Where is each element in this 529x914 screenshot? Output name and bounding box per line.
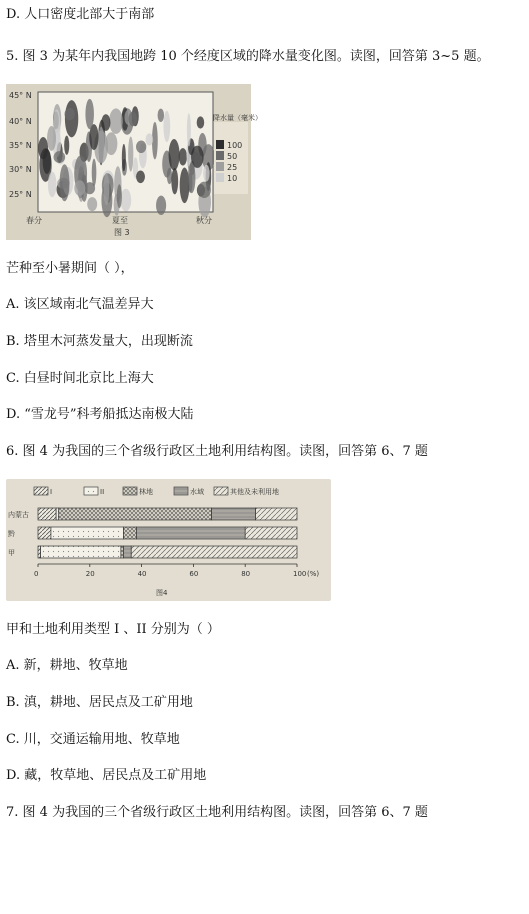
legend-label: 林地 bbox=[139, 488, 153, 496]
q5-option-d: D. “雪龙号”科考船抵达南极大陆 bbox=[6, 407, 194, 422]
precipitation-blob bbox=[180, 168, 190, 204]
precipitation-blob bbox=[105, 132, 117, 155]
legend-swatch bbox=[216, 173, 224, 182]
precipitation-blob bbox=[197, 116, 205, 128]
q5-sub-question: 芒种至小暑期间（ ）， bbox=[6, 261, 134, 276]
bar-segment bbox=[212, 508, 256, 520]
bar-segment bbox=[59, 508, 212, 520]
precipitation-blob bbox=[54, 151, 66, 163]
x-tick-label: 100 bbox=[293, 570, 307, 578]
bar-segment bbox=[56, 508, 59, 520]
bar-segment bbox=[123, 546, 131, 558]
legend-label: 水域 bbox=[190, 488, 204, 496]
legend-value: 25 bbox=[227, 163, 238, 172]
lat-label: 25° N bbox=[9, 190, 32, 199]
precipitation-blob bbox=[117, 184, 122, 208]
precipitation-blob bbox=[87, 197, 97, 211]
legend-swatch bbox=[216, 162, 224, 171]
q5-option-a: A. 该区域南北气温差异大 bbox=[6, 297, 154, 312]
x-label-summer: 夏至 bbox=[112, 216, 128, 225]
x-tick-label: 0 bbox=[34, 570, 39, 578]
x-tick-label: 40 bbox=[137, 570, 147, 578]
precipitation-blob bbox=[92, 159, 97, 187]
figure-3-precipitation-map bbox=[6, 84, 262, 240]
precipitation-blob bbox=[101, 114, 110, 131]
precipitation-blob bbox=[169, 139, 180, 170]
precipitation-blob bbox=[60, 164, 70, 201]
precipitation-blob bbox=[122, 144, 126, 171]
precipitation-blob bbox=[43, 149, 51, 174]
figure-caption: 图 3 bbox=[114, 228, 130, 237]
bar-segment bbox=[123, 527, 136, 539]
x-label-spring: 春分 bbox=[26, 216, 42, 225]
q5-stem: 5. 图 3 为某年内我国地跨 10 个经度区域的降水量变化图。读图，回答第 3~5 题。 bbox=[6, 49, 490, 64]
category-label: 甲 bbox=[8, 549, 15, 557]
x-label-autumn: 秋分 bbox=[196, 216, 212, 225]
legend-label: 其他及未利用地 bbox=[230, 488, 279, 496]
bar-segment bbox=[51, 527, 124, 539]
legend-swatch bbox=[216, 140, 224, 149]
bar-segment bbox=[245, 527, 297, 539]
bar-segment bbox=[38, 527, 51, 539]
x-tick-label: 80 bbox=[241, 570, 251, 578]
bar-segment bbox=[38, 508, 56, 520]
legend-swatch bbox=[123, 487, 137, 495]
q6-sub-question: 甲和土地利用类型 I 、II 分别为（ ） bbox=[6, 622, 220, 637]
x-tick-label: 60 bbox=[189, 570, 199, 578]
precipitation-blob bbox=[198, 182, 211, 198]
bar-segment bbox=[38, 546, 41, 558]
figure-caption: 图4 bbox=[156, 589, 168, 597]
precipitation-blob bbox=[47, 126, 56, 151]
precipitation-blob bbox=[203, 165, 209, 182]
x-axis-unit: (%) bbox=[307, 570, 320, 578]
precipitation-blob bbox=[171, 168, 178, 194]
x-tick-label: 20 bbox=[85, 570, 95, 578]
precipitation-blob bbox=[109, 108, 123, 134]
q5-option-c: C. 白昼时间北京比上海大 bbox=[6, 371, 154, 386]
bar-segment bbox=[256, 508, 297, 520]
lat-label: 45° N bbox=[9, 91, 32, 100]
figure-4-land-use-chart bbox=[6, 479, 331, 601]
precipitation-blob bbox=[85, 99, 94, 129]
precipitation-blob bbox=[158, 109, 164, 122]
bar-segment bbox=[121, 546, 124, 558]
q6-option-a: A. 新，耕地、牧草地 bbox=[6, 658, 128, 673]
precipitation-blob bbox=[179, 148, 187, 165]
precipitation-blob bbox=[120, 189, 131, 212]
legend-label: II bbox=[100, 488, 105, 496]
lat-label: 30° N bbox=[9, 165, 32, 174]
precipitation-blob bbox=[146, 133, 154, 145]
precipitation-blob bbox=[163, 111, 170, 142]
precipitation-blob bbox=[156, 196, 166, 215]
precipitation-blob bbox=[128, 136, 133, 171]
legend-value: 10 bbox=[227, 174, 238, 183]
legend-swatch bbox=[214, 487, 228, 495]
q6-option-c: C. 川，交通运输用地、牧草地 bbox=[6, 732, 180, 747]
precipitation-blob bbox=[128, 112, 137, 126]
precipitation-blob bbox=[104, 173, 110, 205]
lat-label: 35° N bbox=[9, 141, 32, 150]
precipitation-blob bbox=[188, 162, 196, 193]
q7-stem: 7. 图 4 为我国的三个省级行政区土地利用结构图。读图，回答第 6、7 题 bbox=[6, 805, 428, 820]
precipitation-blob bbox=[64, 136, 69, 155]
precipitation-blob bbox=[65, 108, 75, 120]
q6-option-d: D. 藏，牧草地、居民点及工矿用地 bbox=[6, 768, 207, 783]
legend-value: 50 bbox=[227, 152, 238, 161]
bar-segment bbox=[131, 546, 297, 558]
legend-swatch bbox=[34, 487, 48, 495]
precipitation-blob bbox=[74, 180, 85, 196]
q4-option-d: D. 人口密度北部大于南部 bbox=[6, 7, 155, 22]
precipitation-blob bbox=[48, 172, 57, 197]
q6-option-b: B. 滇，耕地、居民点及工矿用地 bbox=[6, 695, 193, 710]
category-label: 内蒙古 bbox=[8, 511, 29, 519]
lat-label: 40° N bbox=[9, 117, 32, 126]
legend-swatch bbox=[216, 151, 224, 160]
legend-title: 降水量（毫米） bbox=[213, 114, 262, 122]
bar-segment bbox=[136, 527, 245, 539]
q6-stem: 6. 图 4 为我国的三个省级行政区土地利用结构图。读图，回答第 6、7 题 bbox=[6, 444, 428, 459]
legend-label: I bbox=[50, 488, 53, 496]
precipitation-blob bbox=[136, 170, 145, 183]
precipitation-blob bbox=[187, 113, 191, 147]
category-label: 黔 bbox=[8, 530, 15, 538]
q5-option-b: B. 塔里木河蒸发量大，出现断流 bbox=[6, 334, 193, 349]
legend-swatch bbox=[84, 487, 98, 495]
legend-swatch bbox=[174, 487, 188, 495]
legend-value: 100 bbox=[227, 141, 243, 150]
bar-segment bbox=[41, 546, 121, 558]
precipitation-blob bbox=[136, 140, 146, 153]
